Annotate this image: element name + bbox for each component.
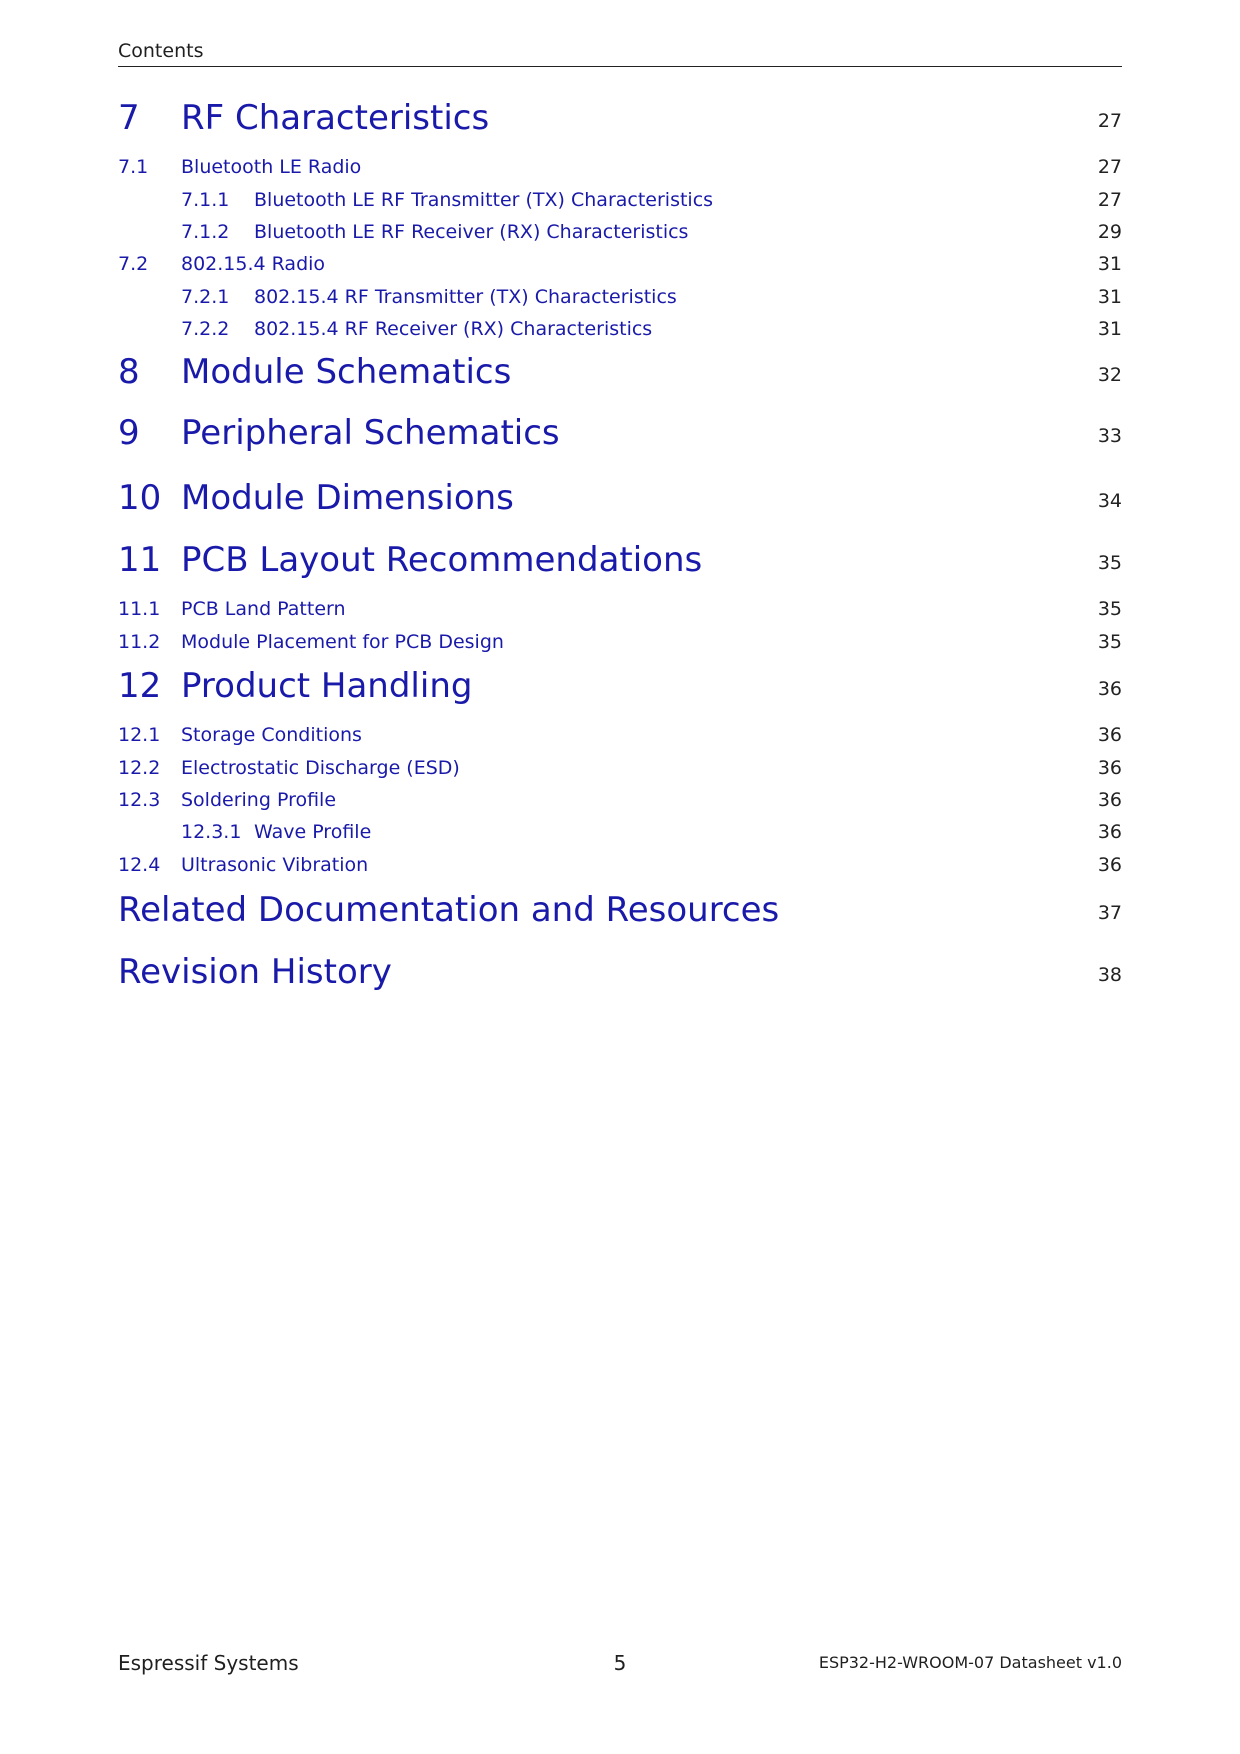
toc-title: Wave Profile (254, 821, 372, 843)
toc-section-11-1[interactable] (118, 598, 1122, 624)
toc-number: 12.3.1 (181, 821, 242, 843)
toc-page: 35 (1097, 552, 1122, 574)
toc-number: 12 (118, 666, 162, 706)
toc-number: 12.1 (118, 724, 161, 746)
toc-page: 36 (1097, 678, 1122, 700)
toc-number: 12.4 (118, 854, 161, 876)
toc-title: Module Placement for PCB Design (181, 631, 504, 653)
toc-subsection-7-1-1[interactable] (118, 189, 1122, 215)
toc-number: 10 (118, 478, 162, 518)
footer-company: Espressif Systems (118, 1651, 299, 1675)
toc-number: 7.2.1 (181, 286, 230, 308)
toc-revision-history[interactable] (118, 952, 1122, 996)
toc-related-documentation[interactable] (118, 890, 1122, 934)
toc-page: 27 (1097, 110, 1122, 132)
toc-page: 36 (1097, 724, 1122, 746)
footer-document-title: ESP32-H2-WROOM-07 Datasheet v1.0 (818, 1653, 1122, 1672)
toc-section-12-1[interactable] (118, 724, 1122, 750)
toc-number: 7.2 (118, 253, 149, 275)
toc-number: 7.1.2 (181, 221, 230, 243)
footer-page-number: 5 (613, 1651, 627, 1675)
toc-number: 7.1.1 (181, 189, 230, 211)
toc-chapter-8[interactable] (118, 352, 1122, 396)
toc-number: 12.2 (118, 757, 161, 779)
toc-title: Electrostatic Discharge (ESD) (181, 757, 460, 779)
toc-number: 9 (118, 413, 140, 453)
toc-page: 36 (1097, 757, 1122, 779)
toc-page: 34 (1097, 490, 1122, 512)
toc-chapter-11[interactable] (118, 540, 1122, 584)
page-header (118, 36, 1122, 67)
toc-title: Related Documentation and Resources (118, 890, 780, 930)
toc-title: PCB Land Pattern (181, 598, 346, 620)
page-footer (118, 1651, 1122, 1681)
toc-number: 7 (118, 98, 140, 138)
toc-title: Product Handling (181, 666, 473, 706)
toc-page: 31 (1097, 318, 1122, 340)
toc-title: PCB Layout Recommendations (181, 540, 703, 580)
toc-title: 802.15.4 RF Transmitter (TX) Characteristics (254, 286, 677, 308)
toc-section-7-1[interactable] (118, 156, 1122, 182)
toc-title: Peripheral Schematics (181, 413, 560, 453)
toc-section-12-4[interactable] (118, 854, 1122, 880)
toc-page: 29 (1097, 221, 1122, 243)
toc-section-7-2[interactable] (118, 253, 1122, 279)
toc-page: 27 (1097, 156, 1122, 178)
toc-title: RF Characteristics (181, 98, 490, 138)
toc-number: 11 (118, 540, 162, 580)
toc-number: 11.1 (118, 598, 161, 620)
toc-subsection-7-2-1[interactable] (118, 286, 1122, 312)
toc-title: 802.15.4 RF Receiver (RX) Characteristics (254, 318, 653, 340)
toc-page: 33 (1097, 425, 1122, 447)
toc-page: 37 (1097, 902, 1122, 924)
toc-page: 38 (1097, 964, 1122, 986)
toc-page: 35 (1097, 631, 1122, 653)
toc-title: Bluetooth LE RF Receiver (RX) Characteristics (254, 221, 689, 243)
toc-section-12-3[interactable] (118, 789, 1122, 815)
toc-chapter-10[interactable] (118, 478, 1122, 522)
toc-page: 32 (1097, 364, 1122, 386)
toc-title: 802.15.4 Radio (181, 253, 326, 275)
toc-title: Bluetooth LE RF Transmitter (TX) Characteristics (254, 189, 714, 211)
toc-section-12-2[interactable] (118, 757, 1122, 783)
toc-number: 7.2.2 (181, 318, 230, 340)
header-title: Contents (118, 40, 204, 62)
toc-title: Module Schematics (181, 352, 512, 392)
toc-title: Bluetooth LE Radio (181, 156, 362, 178)
toc-page: 35 (1097, 598, 1122, 620)
toc-page: 36 (1097, 821, 1122, 843)
toc-number: 7.1 (118, 156, 149, 178)
toc-number: 12.3 (118, 789, 161, 811)
toc-title: Ultrasonic Vibration (181, 854, 369, 876)
toc-number: 8 (118, 352, 140, 392)
toc-title: Module Dimensions (181, 478, 514, 518)
toc-section-11-2[interactable] (118, 631, 1122, 657)
toc-page: 36 (1097, 854, 1122, 876)
toc-chapter-12[interactable] (118, 666, 1122, 710)
toc-chapter-9[interactable] (118, 413, 1122, 457)
toc-subsection-12-3-1[interactable] (118, 821, 1122, 847)
toc-page: 27 (1097, 189, 1122, 211)
toc-subsection-7-1-2[interactable] (118, 221, 1122, 247)
toc-title: Storage Conditions (181, 724, 362, 746)
toc-number: 11.2 (118, 631, 161, 653)
toc-page: 31 (1097, 253, 1122, 275)
toc-page: 36 (1097, 789, 1122, 811)
toc-subsection-7-2-2[interactable] (118, 318, 1122, 344)
toc-title: Revision History (118, 952, 392, 992)
toc-page: 31 (1097, 286, 1122, 308)
toc-title: Soldering Profile (181, 789, 337, 811)
toc-chapter-7[interactable] (118, 98, 1122, 142)
